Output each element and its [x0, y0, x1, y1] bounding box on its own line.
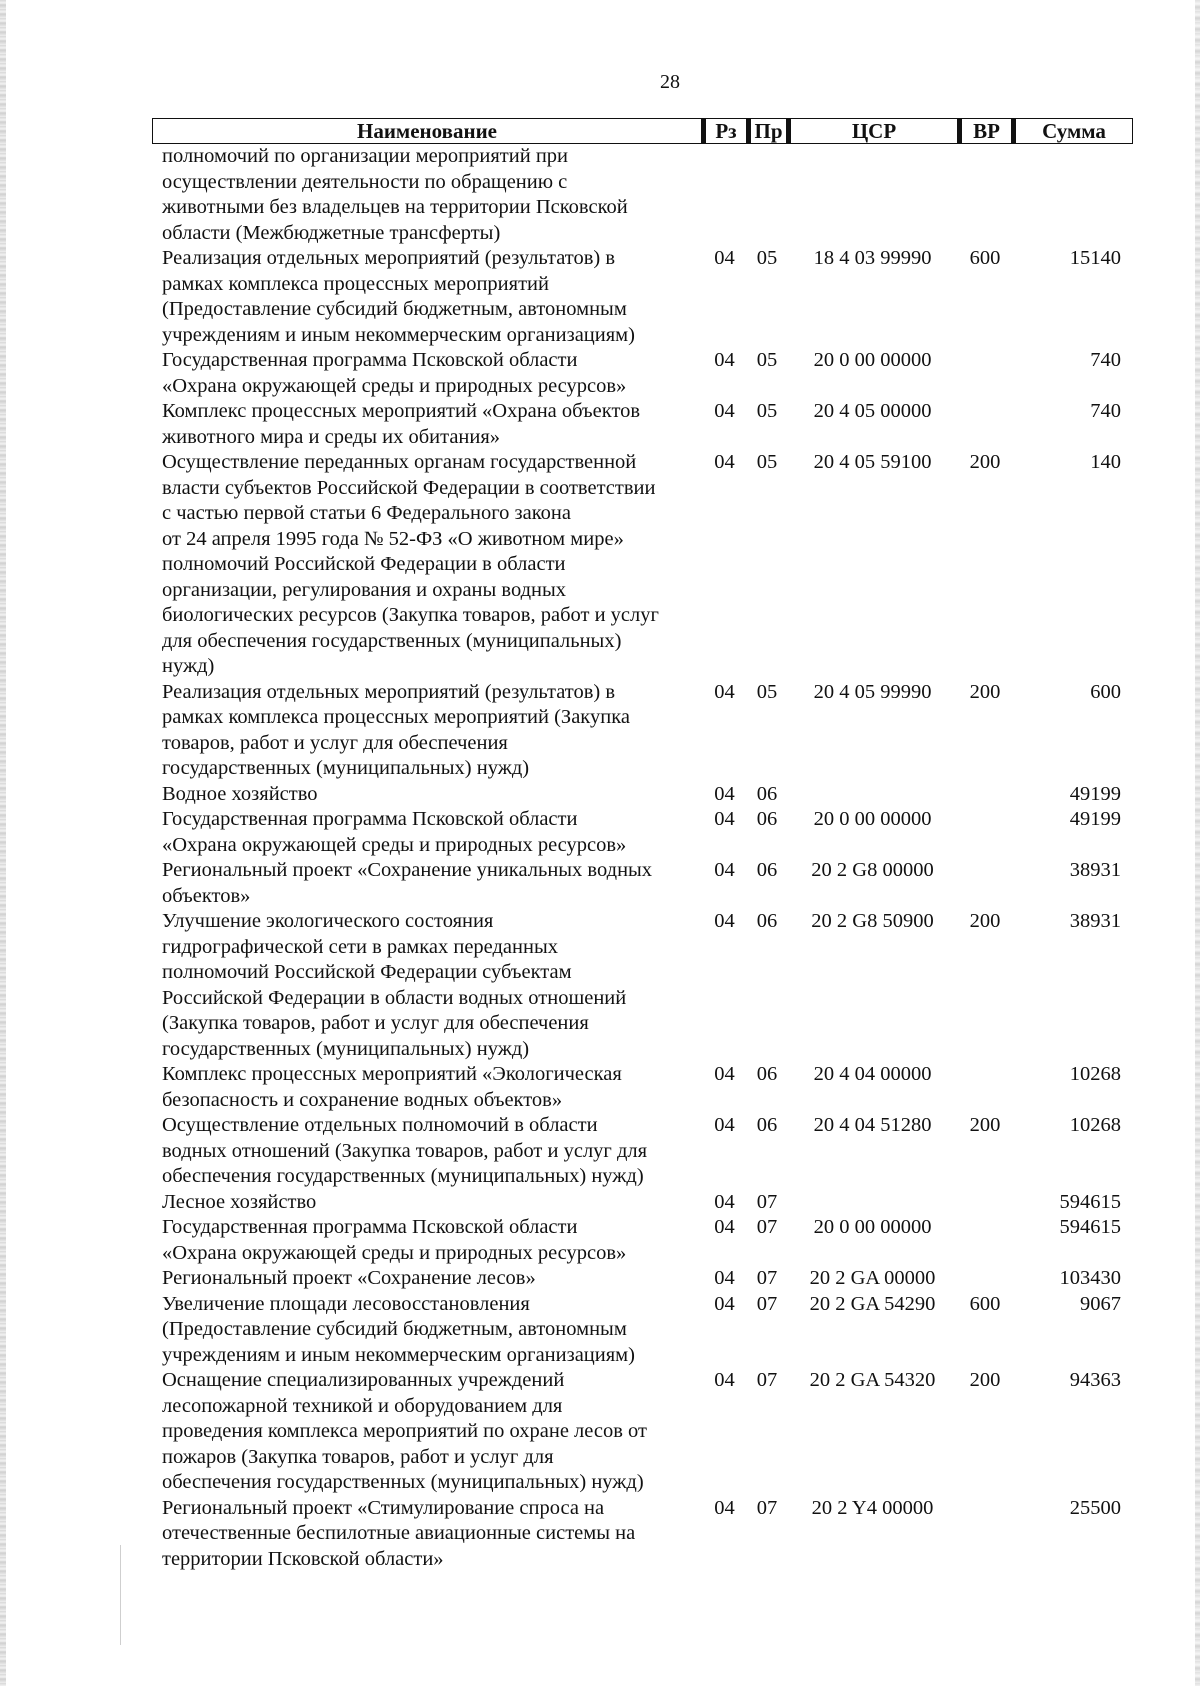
row-vr: 200 [969, 910, 1001, 932]
row-vr [958, 1062, 1012, 1113]
row-name [152, 348, 702, 399]
row-name-line: Государственная программа Псковской области [162, 349, 578, 371]
row-name [152, 1113, 702, 1190]
row-rz: 04 [714, 680, 735, 703]
row-name-line: Водное хозяйство [162, 782, 318, 805]
row-name-line: отечественные беспилотные авиационные системы на [162, 1522, 636, 1544]
table-row [152, 1266, 1133, 1292]
row-vr [958, 1190, 1012, 1216]
row-csr: 20 0 00 00000 [813, 808, 932, 830]
table-row [152, 909, 1133, 1062]
row-pr: 06 [756, 1063, 778, 1085]
row-name-line: Региональный проект «Сохранение уникальных водных [162, 859, 653, 881]
row-rz: 04 [714, 782, 735, 805]
row-name-line: (Закупка товаров, работ и услуг для обеспечения [162, 1012, 589, 1034]
row-name [152, 144, 702, 246]
row-name-line: Оснащение специализированных учреждений [162, 1369, 565, 1391]
table-row [152, 399, 1133, 450]
row-name-line: Государственная программа Псковской области [162, 1216, 578, 1238]
row-rz: 04 [714, 1063, 735, 1085]
row-vr [958, 782, 1012, 808]
row-sum: 25500 [1069, 1496, 1121, 1519]
row-pr: 07 [756, 1190, 778, 1213]
row-name-line: рамках комплекса процессных мероприятий (Закупка [162, 706, 630, 728]
row-name-line: нужд) [162, 655, 215, 677]
scan-edge-left [0, 0, 6, 1686]
row-csr: 20 0 00 00000 [813, 1216, 932, 1238]
row-vr [958, 144, 1012, 246]
row-pr: 05 [756, 680, 778, 703]
row-csr: 20 2 GA 00000 [809, 1267, 936, 1289]
row-name [152, 782, 702, 808]
row-csr [787, 1190, 958, 1216]
table-row [152, 144, 1133, 246]
row-name [152, 246, 702, 348]
header-csr: ЦСР [787, 118, 958, 144]
row-sum: 94363 [1069, 1369, 1121, 1391]
row-pr: 05 [756, 451, 778, 473]
row-sum: 15140 [1069, 247, 1121, 269]
row-vr [958, 1215, 1012, 1266]
table-row [152, 1496, 1133, 1573]
row-sum: 49199 [1069, 808, 1121, 830]
row-name-line: Увеличение площади лесовосстановления [162, 1292, 530, 1315]
row-pr: 06 [756, 910, 778, 932]
row-name-line: пожаров (Закупка товаров, работ и услуг для [162, 1445, 554, 1468]
row-name-line: биологических ресурсов (Закупка товаров, работ и услуг [162, 604, 659, 626]
header-name: Наименование [152, 118, 702, 144]
table-header-row [152, 118, 1133, 144]
row-sum: 38931 [1069, 910, 1121, 932]
row-sum: 594615 [1059, 1190, 1121, 1213]
row-name-line: осуществлении деятельности по обращению с [162, 170, 568, 193]
row-pr [747, 144, 787, 246]
row-rz: 04 [714, 808, 735, 830]
row-name-line: Комплекс процессных мероприятий «Экологическая [162, 1063, 622, 1085]
row-name-line: государственных (муниципальных) нужд) [162, 757, 530, 779]
row-sum: 740 [1090, 400, 1121, 422]
row-name-line: Лесное хозяйство [162, 1190, 317, 1213]
row-name [152, 858, 702, 909]
row-name-line: полномочий Российской Федерации субъектам [162, 961, 572, 983]
row-rz: 04 [714, 910, 735, 932]
row-rz: 04 [714, 400, 735, 422]
row-vr: 200 [969, 1114, 1001, 1136]
row-csr [787, 144, 958, 246]
row-name-line: водных отношений (Закупка товаров, работ и услуг для [162, 1139, 648, 1162]
row-vr: 600 [969, 247, 1001, 269]
row-vr [958, 858, 1012, 909]
row-pr: 06 [756, 1114, 778, 1136]
row-name-line: животными без владельцев на территории Псковской [162, 196, 628, 218]
row-sum: 49199 [1069, 782, 1121, 805]
row-rz: 04 [714, 349, 735, 371]
row-name-line: (Предоставление субсидий бюджетным, автономным [162, 1318, 627, 1340]
scan-mark [120, 1545, 121, 1645]
row-pr: 07 [756, 1267, 778, 1289]
header-rz: Рз [702, 118, 747, 144]
row-name-line: обеспечения государственных (муниципальных) нужд) [162, 1471, 644, 1493]
row-pr: 06 [756, 782, 778, 805]
row-name-line: «Охрана окружающей среды и природных ресурсов» [162, 1241, 627, 1264]
row-csr: 20 0 00 00000 [813, 349, 932, 371]
budget-table [152, 118, 1133, 1572]
row-name [152, 1062, 702, 1113]
row-rz: 04 [714, 1190, 735, 1213]
row-name-line: от 24 апреля 1995 года № 52-ФЗ «О животном мире» [162, 527, 624, 550]
table-row [152, 348, 1133, 399]
row-vr [958, 348, 1012, 399]
table-row [152, 782, 1133, 808]
row-name-line: обеспечения государственных (муниципальных) нужд) [162, 1165, 644, 1187]
row-sum: 600 [1090, 680, 1121, 703]
row-name-line: территории Псковской области» [162, 1547, 444, 1570]
row-sum: 594615 [1059, 1216, 1121, 1238]
row-name-line: для обеспечения государственных (муниципальных) [162, 629, 622, 652]
header-vr: ВР [958, 118, 1012, 144]
row-name [152, 450, 702, 680]
row-name-line: «Охрана окружающей среды и природных ресурсов» [162, 833, 627, 856]
header-pr: Пр [747, 118, 787, 144]
row-name-line: полномочий Российской Федерации в области [162, 553, 566, 575]
table-row [152, 1292, 1133, 1369]
row-rz: 04 [714, 1114, 735, 1136]
row-sum: 10268 [1069, 1114, 1121, 1136]
page-number: 28 [660, 71, 680, 93]
table-row [152, 1190, 1133, 1216]
row-csr: 20 2 G8 50900 [811, 910, 934, 932]
row-name [152, 1496, 702, 1573]
row-name-line: Осуществление переданных органам государственной [162, 451, 637, 473]
table-row [152, 680, 1133, 782]
row-vr [958, 807, 1012, 858]
row-csr: 20 4 05 99990 [813, 680, 932, 703]
row-csr: 20 2 Y4 00000 [811, 1496, 934, 1519]
row-rz [702, 144, 747, 246]
row-csr: 20 4 04 51280 [813, 1114, 932, 1136]
row-vr [958, 399, 1012, 450]
row-name-line: проведения комплекса мероприятий по охране лесов от [162, 1420, 647, 1442]
row-name-line: организации, регулирования и охраны водных [162, 578, 567, 601]
row-name-line: Государственная программа Псковской области [162, 808, 578, 830]
table-row [152, 1368, 1133, 1496]
row-sum: 740 [1090, 349, 1121, 371]
row-csr: 20 2 GA 54320 [809, 1369, 936, 1391]
row-name [152, 909, 702, 1062]
row-pr: 05 [756, 247, 778, 269]
scan-edge-right [1195, 0, 1200, 1686]
row-name-line: Улучшение экологического состояния [162, 910, 494, 932]
row-pr: 06 [756, 808, 778, 830]
header-sum: Сумма [1012, 118, 1133, 144]
row-sum: 10268 [1069, 1063, 1121, 1085]
row-name-line: Реализация отдельных мероприятий (результатов) в [162, 680, 616, 703]
row-sum: 103430 [1059, 1267, 1121, 1289]
row-csr: 18 4 03 99990 [813, 247, 932, 269]
table-body [152, 144, 1133, 1572]
row-name-line: Осуществление отдельных полномочий в области [162, 1114, 598, 1136]
row-name [152, 1266, 702, 1292]
row-name-line: Региональный проект «Сохранение лесов» [162, 1267, 536, 1289]
table-row [152, 858, 1133, 909]
row-name [152, 680, 702, 782]
row-csr: 20 4 04 00000 [813, 1063, 932, 1085]
row-name-line: товаров, работ и услуг для обеспечения [162, 731, 508, 754]
row-name-line: с частью первой статьи 6 Федерального закона [162, 502, 571, 524]
row-pr: 07 [756, 1496, 778, 1519]
row-pr: 05 [756, 349, 778, 371]
table-row [152, 450, 1133, 680]
row-pr: 07 [756, 1292, 778, 1315]
table-row [152, 1113, 1133, 1190]
row-name-line: рамках комплекса процессных мероприятий [162, 272, 549, 295]
row-rz: 04 [714, 247, 735, 269]
row-vr: 200 [969, 1369, 1001, 1391]
table-row [152, 807, 1133, 858]
row-pr: 07 [756, 1369, 778, 1391]
row-rz: 04 [714, 1496, 735, 1519]
row-name-line: Российской Федерации в области водных отношений [162, 986, 627, 1009]
row-rz: 04 [714, 1369, 735, 1391]
row-sum: 140 [1090, 451, 1121, 473]
row-name-line: власти субъектов Российской Федерации в соответствии [162, 476, 656, 499]
row-name-line: лесопожарной техникой и оборудованием для [162, 1394, 563, 1417]
row-rz: 04 [714, 859, 735, 881]
row-name-line: области (Межбюджетные трансферты) [162, 221, 501, 244]
row-name-line: «Охрана окружающей среды и природных ресурсов» [162, 374, 627, 397]
row-name-line: объектов» [162, 884, 251, 907]
row-name [152, 1190, 702, 1216]
row-rz: 04 [714, 1292, 735, 1315]
row-rz: 04 [714, 1216, 735, 1238]
row-pr: 05 [756, 400, 778, 422]
row-vr: 600 [969, 1292, 1001, 1315]
row-vr [958, 1496, 1012, 1573]
table-row [152, 246, 1133, 348]
row-name-line: учреждениям и иным некоммерческим организациям) [162, 323, 635, 346]
row-csr: 20 4 05 00000 [813, 400, 932, 422]
row-rz: 04 [714, 451, 735, 473]
row-name-line: Региональный проект «Стимулирование спроса на [162, 1496, 605, 1519]
row-pr: 06 [756, 859, 778, 881]
row-name-line: Комплекс процессных мероприятий «Охрана объектов [162, 400, 641, 422]
row-name-line: гидрографической сети в рамках переданных [162, 935, 558, 958]
table-row [152, 1062, 1133, 1113]
row-name [152, 1368, 702, 1496]
row-csr: 20 2 GA 54290 [809, 1292, 936, 1315]
row-csr [787, 782, 958, 808]
row-name [152, 807, 702, 858]
row-name [152, 1215, 702, 1266]
row-csr: 20 4 05 59100 [813, 451, 932, 473]
table-row [152, 1215, 1133, 1266]
row-pr: 07 [756, 1216, 778, 1238]
row-rz: 04 [714, 1267, 735, 1289]
row-name [152, 1292, 702, 1369]
row-csr: 20 2 G8 00000 [811, 859, 934, 881]
row-name [152, 399, 702, 450]
row-vr: 200 [969, 680, 1001, 703]
row-name-line: (Предоставление субсидий бюджетным, автономным [162, 298, 627, 320]
row-name-line: государственных (муниципальных) нужд) [162, 1037, 530, 1060]
row-vr [958, 1266, 1012, 1292]
row-sum [1012, 144, 1133, 246]
row-name-line: безопасность и сохранение водных объектов» [162, 1088, 563, 1111]
row-sum: 9067 [1080, 1292, 1121, 1315]
row-name-line: полномочий по организации мероприятий при [162, 145, 569, 167]
row-vr: 200 [969, 451, 1001, 473]
row-name-line: животного мира и среды их обитания» [162, 425, 501, 448]
row-sum: 38931 [1069, 859, 1121, 881]
row-name-line: Реализация отдельных мероприятий (результатов) в [162, 247, 616, 269]
row-name-line: учреждениям и иным некоммерческим организациям) [162, 1343, 635, 1366]
